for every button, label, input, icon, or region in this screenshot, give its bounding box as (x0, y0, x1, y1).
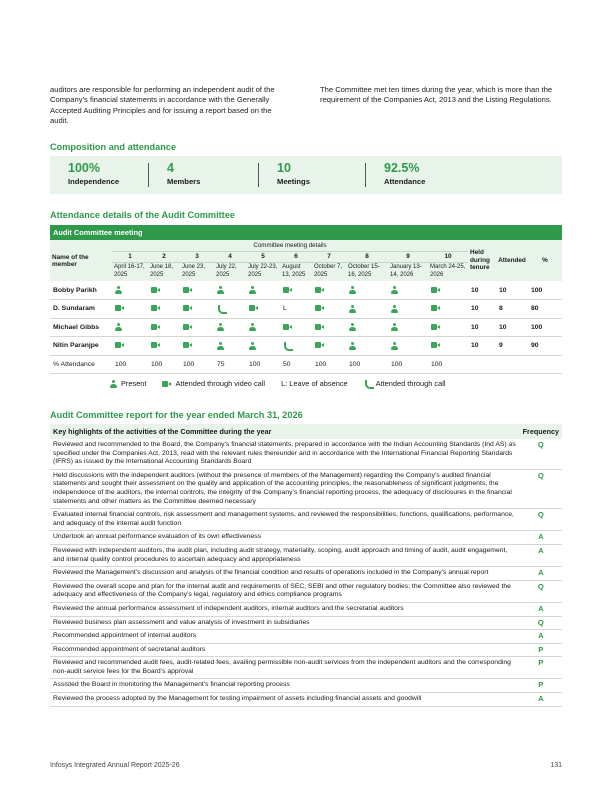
video-camera-icon (431, 305, 440, 311)
stat-value: 4 (167, 161, 174, 175)
stat-meetings (259, 161, 365, 189)
attendance-cell (112, 281, 148, 300)
person-icon (249, 286, 256, 294)
meeting-date: October 7, 2025 (312, 262, 346, 281)
attendance-cell (246, 300, 280, 319)
report-row (50, 657, 562, 679)
member-attended: 10 (496, 318, 528, 337)
legend-video (162, 379, 265, 388)
meeting-percent: 50 (280, 355, 312, 374)
frequency-code: Q (520, 616, 562, 630)
video-camera-icon (283, 324, 292, 330)
member-attended: 10 (496, 281, 528, 300)
video-camera-icon (249, 305, 258, 311)
report-row (50, 544, 562, 566)
attendance-cell (312, 300, 346, 319)
member-attended: 8 (496, 300, 528, 319)
frequency-code: A (520, 630, 562, 644)
report-heading: Audit Committee report for the year ended March 31, 2026 (50, 410, 303, 420)
meeting-number: 7 (312, 251, 346, 262)
frequency-code: P (520, 679, 562, 693)
empty-cell (528, 355, 562, 374)
percent-column-header: % (528, 240, 562, 281)
video-camera-icon (183, 287, 192, 293)
attendance-cell (388, 337, 428, 356)
report-row (50, 679, 562, 693)
attendance-cell (214, 300, 246, 319)
activity-text: Held discussions with the independent auditors (without the presence of members of the Management) regarding the Company’s audited financial statements and sought their assessment on the quality and application of the accounting principles, the reasonableness of significant judgments, the independence of the auditors, the internal controls, the integrity of the Company’s financial reporting process, the adequacy of disclosures in the financial statements and other matters as the Committee deemed necessary (50, 469, 520, 508)
held-column-header: Held during tenure (468, 240, 496, 281)
report-table (50, 424, 562, 707)
video-camera-icon (283, 287, 292, 293)
report-row (50, 630, 562, 644)
meeting-percent: 100 (428, 355, 468, 374)
attendance-cell (346, 318, 388, 337)
activity-text: Reviewed business plan assessment and value analysis of investment in subsidiaries (50, 616, 520, 630)
stat-label: Meetings (277, 177, 310, 186)
stat-value: 92.5% (384, 161, 420, 175)
legend-leave-label: L: Leave of absence (281, 379, 348, 388)
percent-attendance-label: % Attendance (50, 355, 112, 374)
footer-report-title: Infosys Integrated Annual Report 2025-26 (50, 762, 180, 769)
meeting-date: January 13-14, 2026 (388, 262, 428, 281)
video-camera-icon (315, 305, 324, 311)
composition-heading: Composition and attendance (50, 142, 177, 152)
meeting-percent: 75 (214, 355, 246, 374)
activity-text: Reviewed and recommended to the Board, the Company’s financial statements, prepared in accordance with the Indian Accounting Standards (Ind AS) as specified under the Companies Act, 2013, read with the relevant rules thereunder and in accordance with the International Financial Reporting Standards (IFRS) as issued by the International Accounting Standards Board (50, 439, 520, 469)
phone-icon (364, 380, 372, 388)
meeting-percent: 100 (112, 355, 148, 374)
attendance-cell (428, 281, 468, 300)
attendance-cell (346, 337, 388, 356)
frequency-code: A (520, 567, 562, 581)
frequency-code: Q (520, 580, 562, 602)
member-pct: 100 (528, 318, 562, 337)
attendance-cell (280, 337, 312, 356)
attendance-cell (112, 318, 148, 337)
attendance-cell (280, 300, 312, 319)
report-row (50, 616, 562, 630)
video-camera-icon (183, 324, 192, 330)
report-row (50, 693, 562, 707)
report-row (50, 469, 562, 508)
meeting-date: March 24-25, 2026 (428, 262, 468, 281)
attendance-cell (246, 281, 280, 300)
frequency-code: A (520, 602, 562, 616)
attendance-cell (346, 281, 388, 300)
frequency-code: A (520, 693, 562, 707)
video-camera-icon (151, 324, 160, 330)
person-icon (349, 286, 356, 294)
meeting-date: June 18, 2025 (148, 262, 180, 281)
video-camera-icon (151, 287, 160, 293)
meeting-number: 8 (346, 251, 388, 262)
meeting-date: July 22-23, 2025 (246, 262, 280, 281)
attendance-heading: Attendance details of the Audit Committee (50, 210, 235, 220)
person-icon (115, 286, 122, 294)
empty-cell (496, 355, 528, 374)
attendance-cell (112, 337, 148, 356)
intro-right-paragraph: The Committee met ten times during the year, which is more than the requirement of the Companies Act, 2013 and the Listing Regulations. (320, 85, 553, 105)
meeting-percent: 100 (312, 355, 346, 374)
meeting-percent: 100 (246, 355, 280, 374)
attendance-cell (148, 318, 180, 337)
report-row (50, 643, 562, 657)
attended-column-header: Attended (496, 240, 528, 281)
stat-attendance (366, 161, 476, 189)
attendance-cell (388, 300, 428, 319)
person-icon (349, 323, 356, 331)
member-pct: 90 (528, 337, 562, 356)
activity-text: Recommended appointment of internal auditors (50, 630, 520, 644)
video-camera-icon (431, 287, 440, 293)
meeting-percent: 100 (180, 355, 214, 374)
attendance-cell (148, 337, 180, 356)
frequency-code: P (520, 657, 562, 679)
video-camera-icon (183, 305, 192, 311)
video-camera-icon (115, 305, 124, 311)
attendance-cell (214, 281, 246, 300)
attendance-legend (110, 379, 456, 388)
attendance-cell (246, 318, 280, 337)
meeting-number: 3 (180, 251, 214, 262)
activity-text: Evaluated internal financial controls, risk assessment and management systems, and reviewed the responsibilities, functions, qualifications, performance, and adequacy of the internal audit function (50, 509, 520, 531)
meeting-percent: 100 (346, 355, 388, 374)
person-icon (391, 342, 398, 350)
person-icon (391, 286, 398, 294)
meeting-date: June 23, 2025 (180, 262, 214, 281)
activity-text: Reviewed with independent auditors, the audit plan, including audit strategy, materiality, scoping, audit approach and timing of audit, audit engagement, and internal quality control procedures to ascertain adequacy and appropriateness (50, 544, 520, 566)
video-camera-icon (115, 342, 124, 348)
attendance-cell (280, 281, 312, 300)
video-camera-icon (183, 342, 192, 348)
attendance-table (50, 225, 562, 374)
video-camera-icon (162, 381, 171, 387)
meeting-number: 5 (246, 251, 280, 262)
attendance-cell (112, 300, 148, 319)
activity-text: Reviewed the overall scope and plan for the internal audit and requirements of SEC, SEBI and other regulatory bodies; the Committee also reviewed the adequacy and effectiveness of the Company’s legal, regulatory and ethics compliance programs (50, 580, 520, 602)
frequency-code: Q (520, 509, 562, 531)
attendance-cell (180, 281, 214, 300)
activity-column-header: Key highlights of the activities of the Committee during the year (50, 424, 520, 439)
activity-text: Reviewed the process adopted by the Management for testing impairment of assets including financial assets and goodwill (50, 693, 520, 707)
attendance-cell (148, 281, 180, 300)
person-icon (217, 323, 224, 331)
member-name: Michael Gibbs (50, 318, 112, 337)
video-camera-icon (315, 342, 324, 348)
legend-leave (281, 379, 348, 388)
member-held: 10 (468, 300, 496, 319)
report-row (50, 509, 562, 531)
report-row (50, 602, 562, 616)
person-icon (349, 342, 356, 350)
frequency-code: A (520, 531, 562, 545)
attendance-cell (180, 318, 214, 337)
report-row (50, 567, 562, 581)
attendance-cell (312, 337, 346, 356)
leave-mark: L (283, 305, 287, 313)
attendance-cell (428, 300, 468, 319)
attendance-cell (312, 281, 346, 300)
member-row (50, 281, 562, 300)
person-icon (217, 342, 224, 350)
person-icon (115, 323, 122, 331)
person-icon (217, 286, 224, 294)
stat-label: Attendance (384, 177, 426, 186)
meeting-date: August 13, 2025 (280, 262, 312, 281)
page-number: 131 (550, 762, 562, 769)
member-row (50, 318, 562, 337)
attendance-cell (246, 337, 280, 356)
attendance-cell (180, 300, 214, 319)
video-camera-icon (151, 342, 160, 348)
legend-call-label: Attended through call (375, 379, 446, 388)
person-icon (391, 305, 398, 313)
activity-text: Undertook an annual performance evaluation of its own effectiveness (50, 531, 520, 545)
attendance-cell (148, 300, 180, 319)
report-row (50, 439, 562, 469)
attendance-cell (180, 337, 214, 356)
meeting-number: 9 (388, 251, 428, 262)
intro-left-paragraph: auditors are responsible for performing an independent audit of the Company’s financial statements in accordance with the Generally Accepted Auditing Principles and for issuing a report based on the audit. (50, 85, 275, 126)
attendance-cell (428, 337, 468, 356)
meeting-date: October 15-16, 2025 (346, 262, 388, 281)
member-name: D. Sundaram (50, 300, 112, 319)
meeting-number: 10 (428, 251, 468, 262)
legend-video-label: Attended through video call (175, 379, 266, 388)
attendance-cell (428, 318, 468, 337)
meeting-details-header: Committee meeting details (112, 240, 468, 251)
attendance-band: Audit Committee meeting (50, 225, 562, 240)
frequency-code: A (520, 544, 562, 566)
video-camera-icon (315, 324, 324, 330)
report-row (50, 580, 562, 602)
video-camera-icon (431, 324, 440, 330)
frequency-column-header: Frequency (520, 424, 562, 439)
meeting-percent: 100 (148, 355, 180, 374)
person-icon (391, 323, 398, 331)
meeting-date: July 22, 2025 (214, 262, 246, 281)
member-held: 10 (468, 337, 496, 356)
frequency-code: P (520, 643, 562, 657)
percent-attendance-row (50, 355, 562, 374)
stat-value: 10 (277, 161, 291, 175)
meeting-number: 6 (280, 251, 312, 262)
name-column-header: Name of the member (50, 240, 112, 281)
attendance-cell (388, 281, 428, 300)
phone-icon (217, 305, 225, 313)
legend-present (110, 379, 146, 388)
attendance-cell (388, 318, 428, 337)
member-held: 10 (468, 318, 496, 337)
video-camera-icon (431, 342, 440, 348)
person-icon (249, 323, 256, 331)
stat-label: Members (167, 177, 201, 186)
attendance-cell (280, 318, 312, 337)
empty-cell (468, 355, 496, 374)
activity-text: Reviewed the annual performance assessment of independent auditors, internal auditors and the secretarial auditors (50, 602, 520, 616)
attendance-cell (214, 318, 246, 337)
meeting-number: 1 (112, 251, 148, 262)
stat-value: 100% (68, 161, 100, 175)
frequency-code: Q (520, 469, 562, 508)
member-pct: 100 (528, 281, 562, 300)
stat-independence (50, 161, 148, 189)
attendance-cell (214, 337, 246, 356)
activity-text: Assisted the Board in monitoring the Management’s financial reporting process (50, 679, 520, 693)
meeting-number: 2 (148, 251, 180, 262)
video-camera-icon (315, 287, 324, 293)
frequency-code: Q (520, 439, 562, 469)
attendance-cell (346, 300, 388, 319)
member-name: Nitin Paranjpe (50, 337, 112, 356)
stat-members (149, 161, 258, 189)
activity-text: Reviewed and recommended audit fees, audit-related fees, availing permissible non-audit services from the independent auditors and the corresponding non-audit service fees for the Board’s approval (50, 657, 520, 679)
meeting-percent: 100 (388, 355, 428, 374)
attendance-cell (312, 318, 346, 337)
member-row (50, 337, 562, 356)
legend-present-label: Present (121, 379, 147, 388)
phone-icon (283, 342, 291, 350)
report-row (50, 531, 562, 545)
member-attended: 9 (496, 337, 528, 356)
legend-call (364, 379, 446, 388)
member-row (50, 300, 562, 319)
meeting-date: April 16-17, 2025 (112, 262, 148, 281)
member-name: Bobby Parikh (50, 281, 112, 300)
person-icon (249, 342, 256, 350)
meeting-number: 4 (214, 251, 246, 262)
video-camera-icon (151, 305, 160, 311)
composition-stats (50, 156, 562, 194)
activity-text: Recommended appointment of secretarial auditors (50, 643, 520, 657)
person-icon (349, 305, 356, 313)
stat-label: Independence (68, 177, 120, 186)
member-pct: 80 (528, 300, 562, 319)
activity-text: Reviewed the Management’s discussion and analysis of the financial condition and results of operations included in the Company’s annual report (50, 567, 520, 581)
member-held: 10 (468, 281, 496, 300)
person-icon (110, 380, 117, 388)
